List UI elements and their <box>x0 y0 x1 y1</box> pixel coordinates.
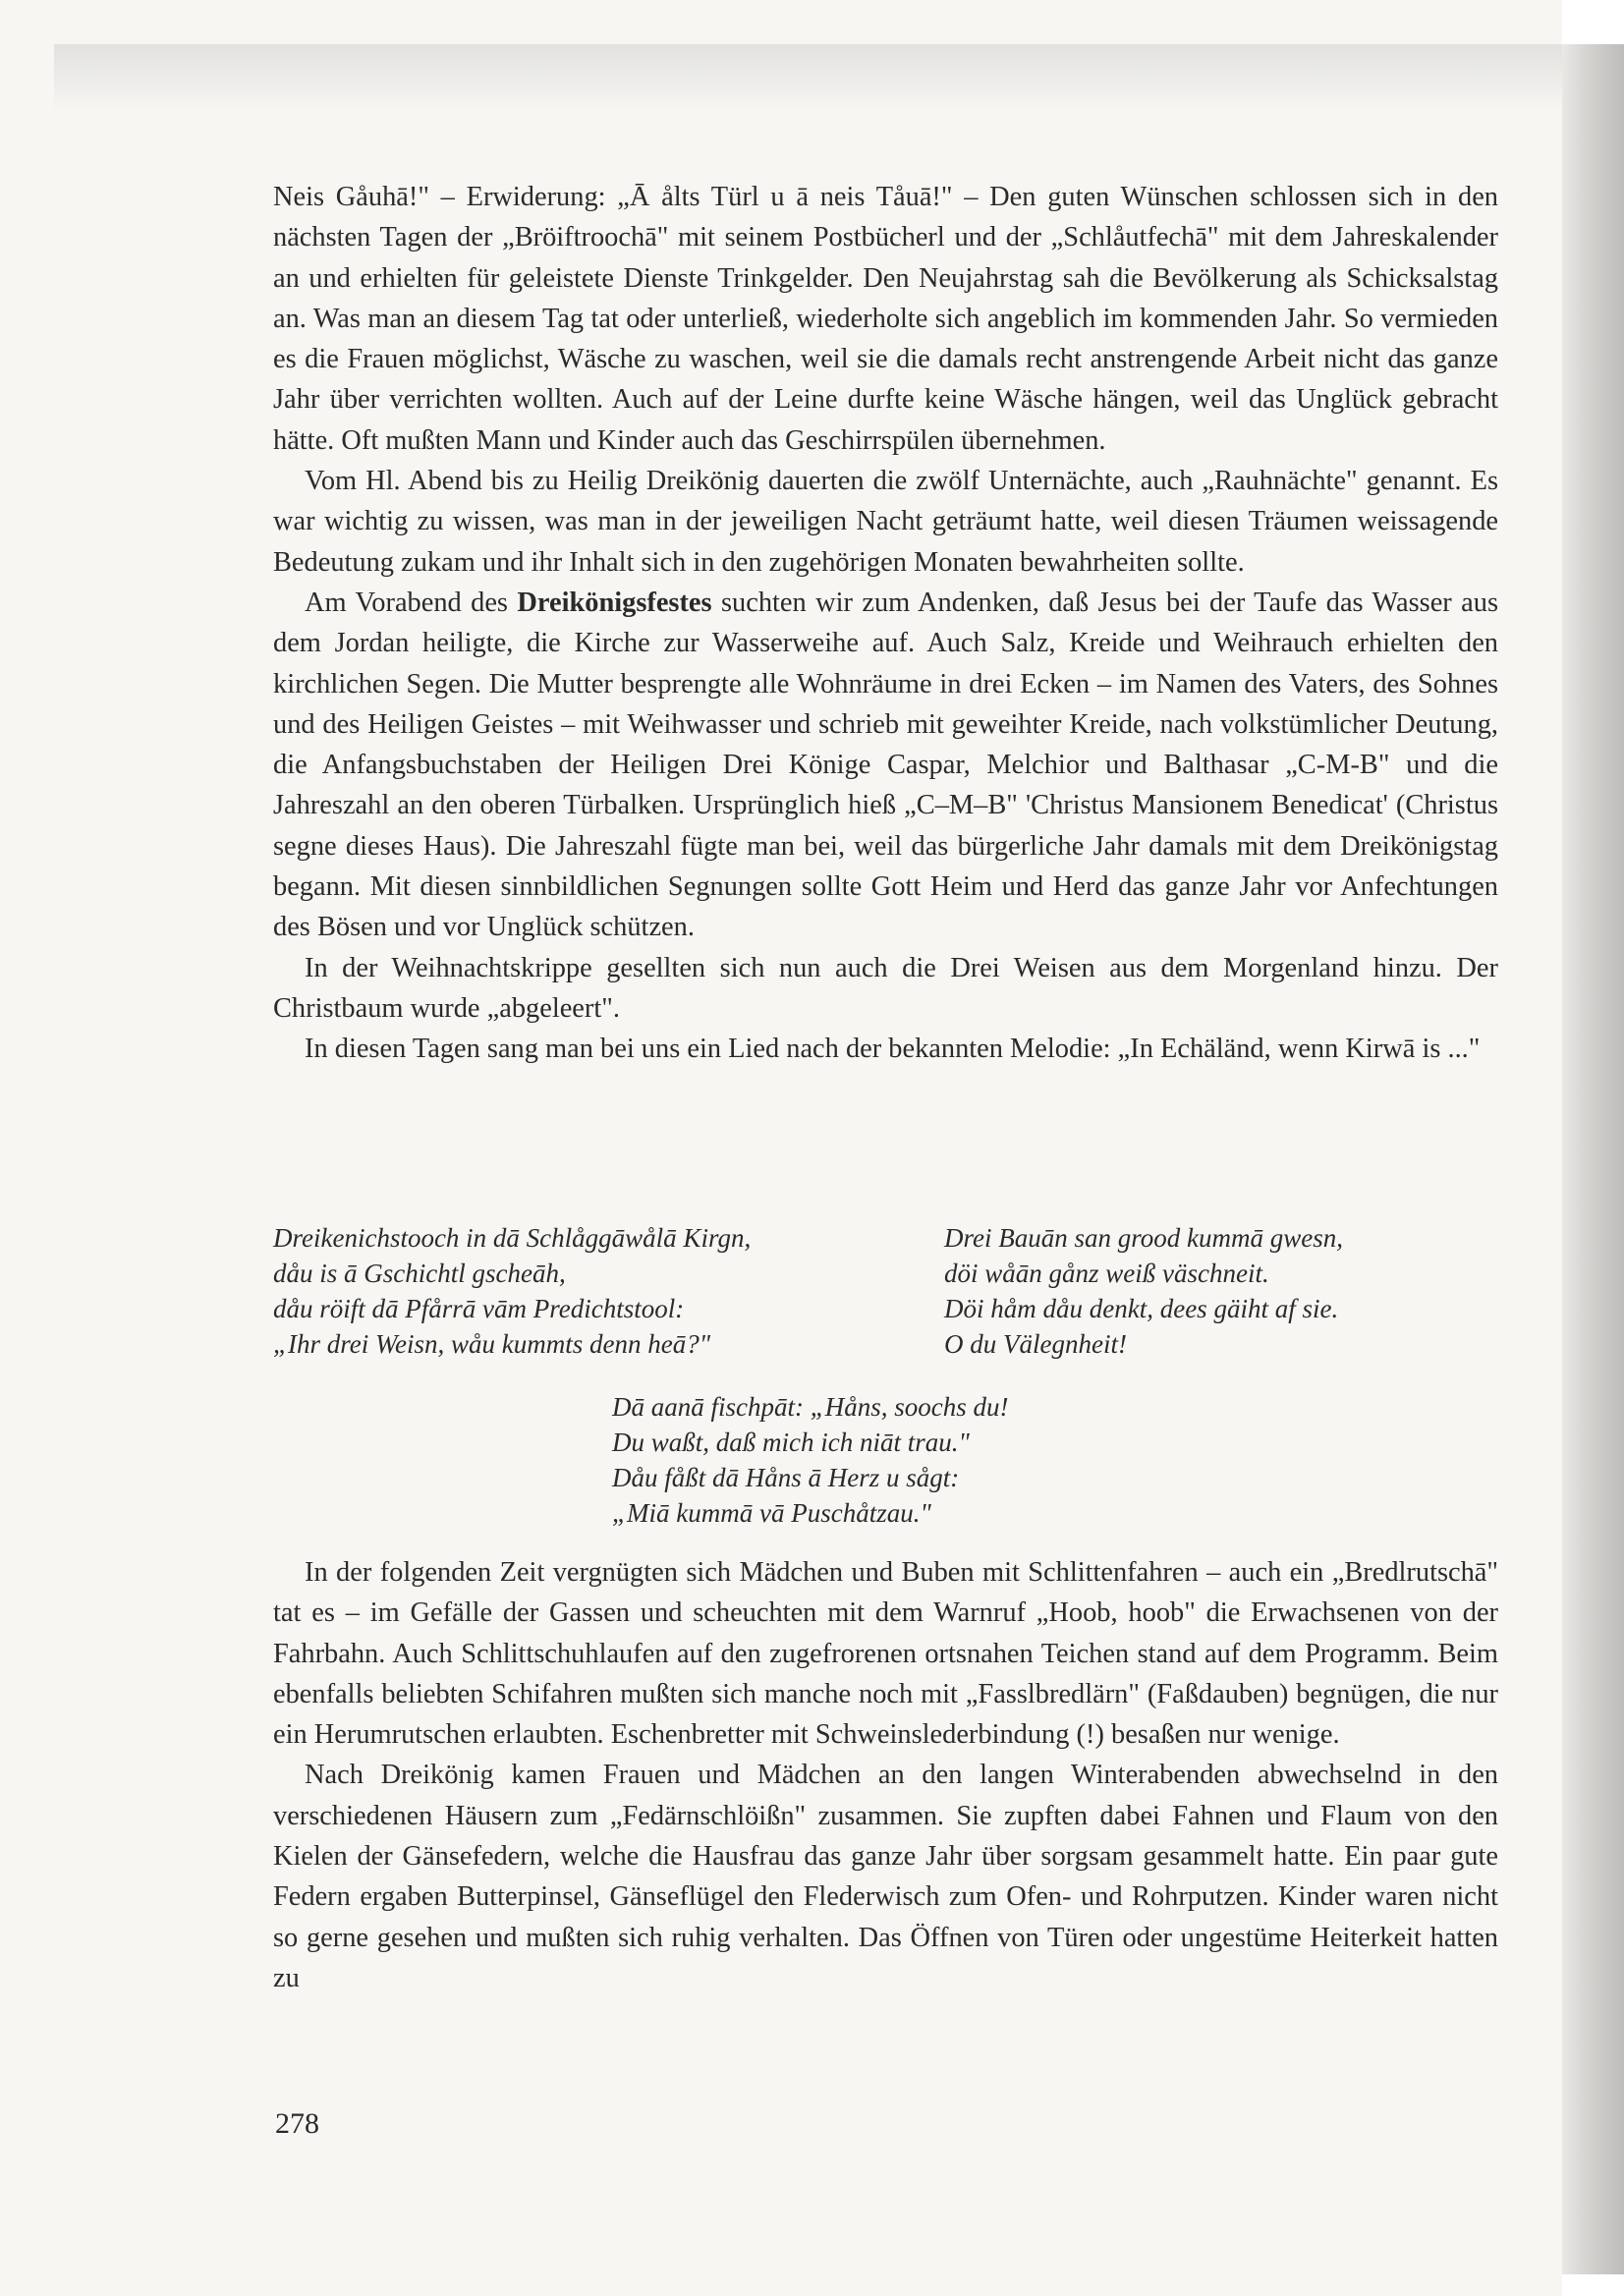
paragraph-3 <box>273 583 1498 948</box>
verse-line: „Miā kummā vā Puschåtzau." <box>612 1498 931 1528</box>
paragraph-4: In der Weihnachtskrippe gesellten sich nun auch die Drei Weisen aus dem Morgenland hinzu. Der Christbaum wurde „abgeleert". <box>273 952 1498 1024</box>
page-number: 278 <box>275 2107 319 2140</box>
verse-line: Du waßt, daß mich ich niāt trau." <box>612 1428 970 1457</box>
verse-line: Döi håm dåu denkt, dees gäiht af sie. <box>944 1294 1339 1323</box>
verse-line: „Ihr drei Weisn, wåu kummts denn heā?" <box>273 1329 711 1359</box>
body-text-top <box>273 177 1498 1070</box>
verse-line: Dreikenichstooch in dā Schlåggāwålā Kirgn, <box>273 1223 752 1253</box>
paragraph-2: Vom Hl. Abend bis zu Heilig Dreikönig dauerten die zwölf Unternächte, auch „Rauhnächte" genannt. Es war wichtig zu wissen, was man in der jeweiligen Nacht geträumt hatte, weil diesen Träumen weissagende Bedeutung zukam und ihr Inhalt sich in den zugehörigen Monaten bewahrheiten sollte. <box>273 466 1498 578</box>
stanza-2 <box>944 1220 1343 1362</box>
paragraph-5: In diesen Tagen sang man bei uns ein Lied nach der bekannten Melodie: „In Echäländ, wenn Kirwā is ..." <box>305 1034 1481 1065</box>
verse-line: O du Välegnheit! <box>944 1329 1127 1359</box>
verse-line: Dåu fåßt dā Håns ā Herz u sågt: <box>612 1463 960 1492</box>
verse-line: dåu is ā Gschichtl gscheāh, <box>273 1259 566 1288</box>
paragraph-3-bold-term: Dreikönigsfestes <box>517 587 712 618</box>
paragraph-6: In der folgenden Zeit vergnügten sich Mädchen und Buben mit Schlittenfahren – auch ein „Bredlrutschā" tat es – im Gefälle der Gassen und scheuchten mit dem Warnruf „Hoob, hoob" die Erwachsenen von der Fahrbahn. Auch Schlittschuhlaufen auf den zugefrorenen ortsnahen Teichen stand auf dem Programm. Beim ebenfalls beliebten Schifahren mußten sich manche noch mit „Fasslbredlärn" (Faßdauben) begnügen, die nur ein Herumrutschen erlaubten. Eschenbretter mit Schweinslederbindung (!) besaßen nur wenige. <box>273 1557 1498 1751</box>
book-gutter-shadow <box>1562 44 1624 2274</box>
scan-shadow-top <box>54 44 1562 113</box>
stanza-1 <box>273 1220 751 1362</box>
verse-line: döi wåān gånz weiß väschneit. <box>944 1259 1269 1288</box>
stanza-3 <box>612 1389 1009 1531</box>
paragraph-7: Nach Dreikönig kamen Frauen und Mädchen an den langen Winterabenden abwechselnd in den verschiedenen Häusern zum „Fedärnschlöißn" zusammen. Sie zupften dabei Fahnen und Flaum von den Kielen der Gänsefedern, welche die Hausfrau das ganze Jahr über sorgsam gesammelt hatte. Ein paar gute Federn ergaben Butterpinsel, Gänseflügel den Flederwisch zum Ofen- und Rohrputzen. Kinder waren nicht so gerne gesehen und mußten sich ruhig verhalten. Das Öffnen von Türen oder ungestüme Heiterkeit hatten zu <box>273 1760 1498 1993</box>
verse-line: Drei Bauān san grood kummā gwesn, <box>944 1223 1343 1253</box>
verse-line: Dā aanā fischpāt: „Håns, soochs du! <box>612 1392 1009 1422</box>
paragraph-1: Neis Gåuhā!" – Erwiderung: „Ā ålts Türl u ā neis Tåuā!" – Den guten Wünschen schlossen sich in den nächsten Tagen der „Bröiftroochā" mit seinem Postbücherl und der „Schlåutfechā" mit dem Jahreskalender an und erhielten für geleistete Dienste Trinkgelder. Den Neujahrstag sah die Bevölkerung als Schicksalstag an. Was man an diesem Tag tat oder unterließ, wiederholte sich angeblich im kommenden Jahr. So vermieden es die Frauen möglichst, Wäsche zu waschen, weil sie die damals recht anstrengende Arbeit nicht das ganze Jahr über verrichten wollten. Auch auf der Leine durfte keine Wäsche hängen, weil das Unglück gebracht hätte. Oft mußten Mann und Kinder auch das Geschirrspülen übernehmen. <box>273 182 1498 456</box>
verse-line: dåu röift dā Pfårrā vām Predichtstool: <box>273 1294 685 1323</box>
paragraph-3-rest: suchten wir zum Andenken, daß Jesus bei der Taufe das Wasser aus dem Jordan heiligte, die Kirche zur Wasserweihe auf. Auch Salz, Kreide und Weihrauch erhielten den kirchlichen Segen. Die Mutter besprengte alle Wohnräume in drei Ecken – im Namen des Vaters, des Sohnes und des Heiligen Geistes – mit Weihwasser und schrieb mit geweihter Kreide, nach volkstümlicher Deutung, die Anfangsbuchstaben der Heiligen Drei Könige Caspar, Melchior und Balthasar „C-M-B" und die Jahreszahl an den oberen Türbalken. Ursprünglich hieß „C–M–B" 'Christus Mansionem Benedicat' (Christus segne dieses Haus). Die Jahreszahl fügte man bei, weil das bürgerliche Jahr damals mit dem Dreikönigstag begann. Mit diesen sinnbildlichen Segnungen sollte Gott Heim und Herd das ganze Jahr vor Anfechtungen des Bösen und vor Unglück schützen. <box>273 587 1498 943</box>
paragraph-3-lead: Am Vorabend des <box>305 587 518 618</box>
body-text-bottom <box>273 1552 1498 1998</box>
